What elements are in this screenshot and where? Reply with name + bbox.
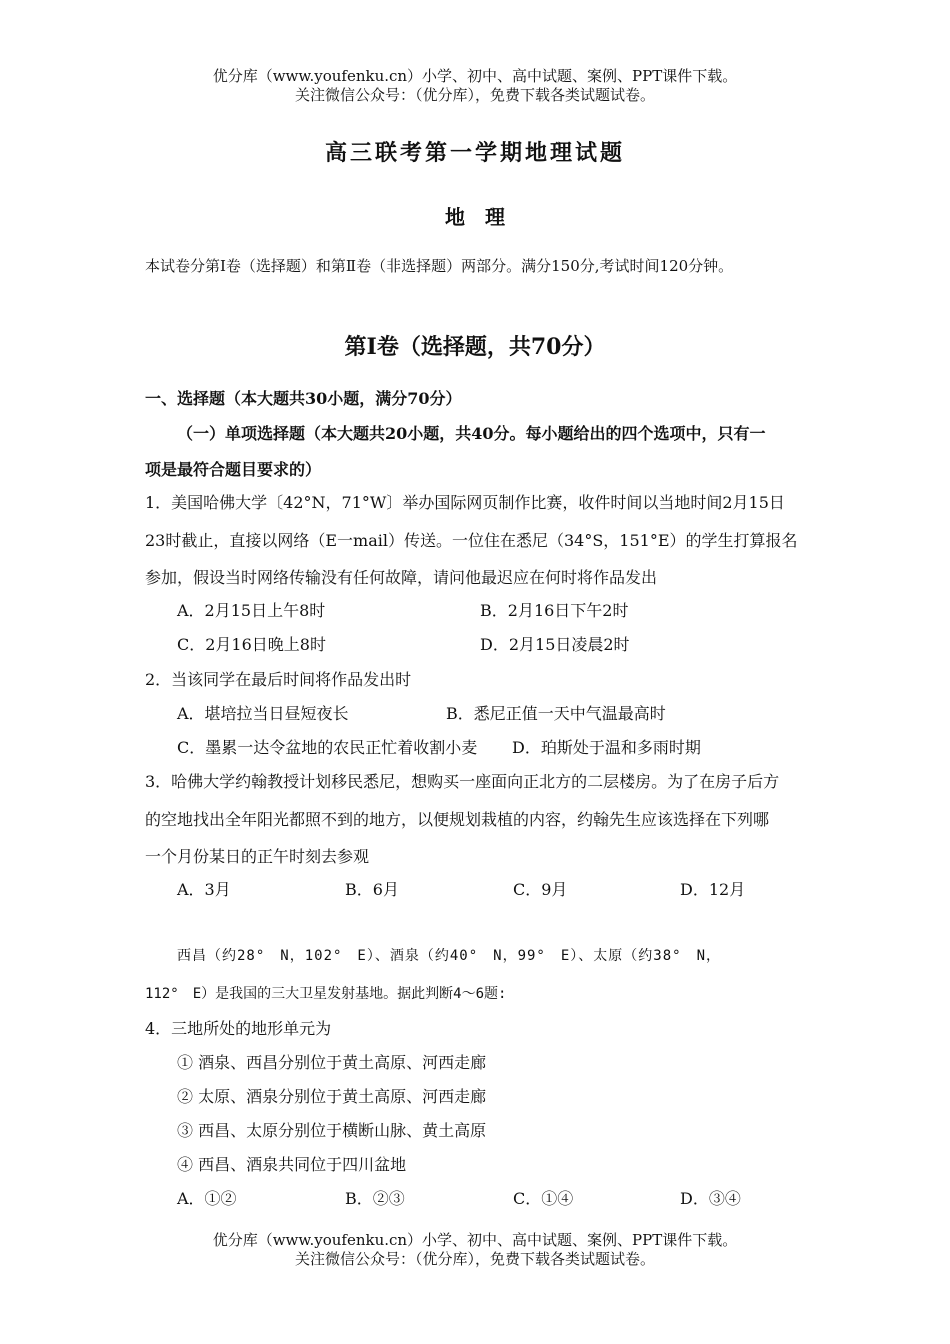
header-ad-line1: 优分库（www.youfenku.cn）小学、初中、高中试题、案例、PPT课件下载。 bbox=[212, 67, 738, 85]
q1-line1: 1．美国哈佛大学〔42°N，71°W〕举办国际网页制作比赛，收件时间以当地时间2月15日 bbox=[145, 493, 785, 512]
exam-title: 高三联考第一学期地理试题 bbox=[324, 140, 625, 166]
subsection1-line1: （一）单项选择题（本大题共20小题，共40分。每小题给出的四个选项中，只有一 bbox=[177, 424, 766, 443]
q1-option-c: C．2月16日晚上8时 bbox=[177, 635, 326, 654]
q2-stem: 2．当该同学在最后时间将作品发出时 bbox=[145, 670, 412, 689]
q4-option-a: A．①② bbox=[177, 1189, 237, 1208]
subject-title: 地 理 bbox=[445, 205, 505, 229]
q4-option-c: C．①④ bbox=[513, 1189, 574, 1208]
q2-option-c: C．墨累一达令盆地的农民正忙着收割小麦 bbox=[177, 738, 478, 757]
q2-option-b: B．悉尼正值一天中气温最高时 bbox=[446, 704, 666, 723]
q3-line2: 的空地找出全年阳光都照不到的地方，以便规划栽植的内容，约翰先生应该选择在下列哪 bbox=[145, 810, 770, 829]
q4-statement-3: ③ 西昌、太原分别位于横断山脉、黄土高原 bbox=[177, 1121, 487, 1140]
q3-line3: 一个月份某日的正午时刻去参观 bbox=[145, 847, 370, 866]
footer-ad-line2: 关注微信公众号：（优分库），免费下载各类试题试卷。 bbox=[294, 1250, 655, 1268]
q1-option-b: B．2月16日下午2时 bbox=[480, 601, 629, 620]
q4-statement-2: ② 太原、酒泉分别位于黄土高原、河西走廊 bbox=[177, 1087, 487, 1106]
q4-statement-4: ④ 西昌、酒泉共同位于四川盆地 bbox=[177, 1155, 407, 1174]
q4-option-d: D．③④ bbox=[680, 1189, 741, 1208]
q4-statement-1: ① 酒泉、西昌分别位于黄土高原、河西走廊 bbox=[177, 1053, 487, 1072]
footer-ad-line1: 优分库（www.youfenku.cn）小学、初中、高中试题、案例、PPT课件下载。 bbox=[212, 1231, 738, 1249]
q4-stem: 4．三地所处的地形单元为 bbox=[145, 1019, 332, 1038]
q3-line1: 3．哈佛大学约翰教授计划移民悉尼，想购买一座面向正北方的二层楼房。为了在房子后方 bbox=[145, 772, 780, 791]
q3-option-a: A．3月 bbox=[177, 880, 231, 899]
part1-title: 第Ⅰ卷（选择题，共70分） bbox=[344, 334, 606, 360]
q3-option-d: D．12月 bbox=[680, 880, 746, 899]
section1-heading: 一、选择题（本大题共30小题，满分70分） bbox=[145, 389, 462, 408]
q3-option-c: C．9月 bbox=[513, 880, 568, 899]
q2-option-d: D．珀斯处于温和多雨时期 bbox=[512, 738, 701, 757]
q1-line2: 23时截止，直接以网络（E一mail）传送。一位住在悉尼（34°S，151°E）的学生打算报名 bbox=[145, 531, 798, 550]
q1-option-d: D．2月15日凌晨2时 bbox=[480, 635, 630, 654]
q1-option-a: A．2月15日上午8时 bbox=[177, 601, 326, 620]
subsection1-line2: 项是最符合题目要求的） bbox=[145, 460, 322, 479]
header-ad-line2: 关注微信公众号：（优分库），免费下载各类试题试卷。 bbox=[294, 86, 655, 104]
q3-option-b: B．6月 bbox=[345, 880, 399, 899]
material-line1: 西昌（约28° N，102° E）、酒泉（约40° N，99° E）、太原（约38° N， bbox=[177, 948, 722, 964]
q2-option-a: A．堪培拉当日昼短夜长 bbox=[177, 704, 349, 723]
q4-option-b: B．②③ bbox=[345, 1189, 405, 1208]
material-line2: 112° E）是我国的三大卫星发射基地。据此判断4～6题: bbox=[145, 986, 507, 1002]
q1-line3: 参加，假设当时网络传输没有任何故障，请问他最迟应在何时将作品发出 bbox=[145, 568, 658, 587]
exam-intro: 本试卷分第Ⅰ卷（选择题）和第Ⅱ卷（非选择题）两部分。满分150分,考试时间120分钟。 bbox=[145, 257, 734, 275]
